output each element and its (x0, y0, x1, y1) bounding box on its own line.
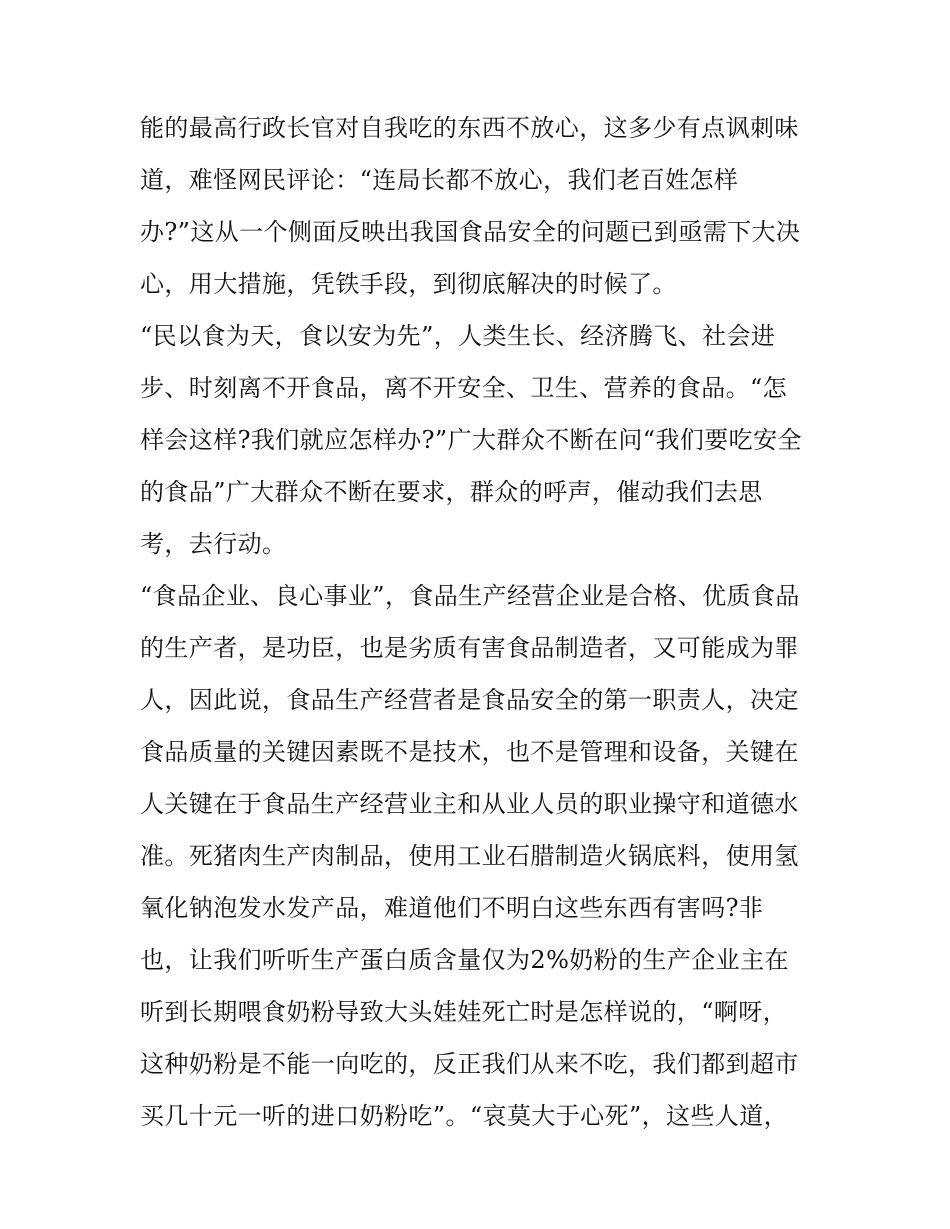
text-line: 人，因此说，食品生产经营者是食品安全的第一职责人，决定 (140, 686, 799, 714)
text-line: 氧化钠泡发水发产品，难道他们不明白这些东西有害吗?非 (140, 894, 764, 922)
text-line: 心，用大措施，凭铁手段，到彻底解决的时候了。 (140, 270, 677, 298)
text-line: 人关键在于食品生产经营业主和从业人员的职业操守和道德水 (140, 790, 799, 818)
body-text (140, 102, 820, 1142)
text-line: 的食品”广大群众不断在要求，群众的呼声，催动我们去思 (140, 478, 763, 506)
text-line: 听到长期喂食奶粉导致大头娃娃死亡时是怎样说的，“啊呀， (140, 998, 788, 1026)
text-line: 办?”这从一个侧面反映出我国食品安全的问题已到亟需下大决 (140, 218, 801, 246)
text-line: 考，去行动。 (140, 530, 287, 558)
text-line: “食品企业、良心事业”，食品生产经营企业是合格、优质食品 (140, 582, 800, 610)
text-line: 食品质量的关键因素既不是技术，也不是管理和设备，关键在 (140, 738, 799, 766)
text-line: 准。死猪肉生产肉制品，使用工业石腊制造火锅底料，使用氢 (140, 842, 799, 870)
text-line: 样会这样?我们就应怎样办?”广大群众不断在问“我们要吃安全 (140, 426, 802, 454)
text-line: 也，让我们听听生产蛋白质含量仅为2%奶粉的生产企业主在 (140, 946, 789, 974)
text-line: 买几十元一听的进口奶粉吃”。“哀莫大于心死”，这些人道， (140, 1102, 789, 1130)
text-line: 的生产者，是功臣，也是劣质有害食品制造者，又可能成为罪 (140, 634, 799, 662)
text-line: 道，难怪网民评论：“连局长都不放心，我们老百姓怎样 (140, 166, 739, 194)
text-line: 能的最高行政长官对自我吃的东西不放心，这多少有点讽刺味 (140, 114, 799, 142)
text-line: 这种奶粉是不能一向吃的，反正我们从来不吃，我们都到超市 (140, 1050, 799, 1078)
text-line: 步、时刻离不开食品，离不开安全、卫生、营养的食品。“怎 (140, 374, 788, 402)
text-line: “民以食为天，食以安为先”，人类生长、经济腾飞、社会进 (140, 322, 776, 350)
